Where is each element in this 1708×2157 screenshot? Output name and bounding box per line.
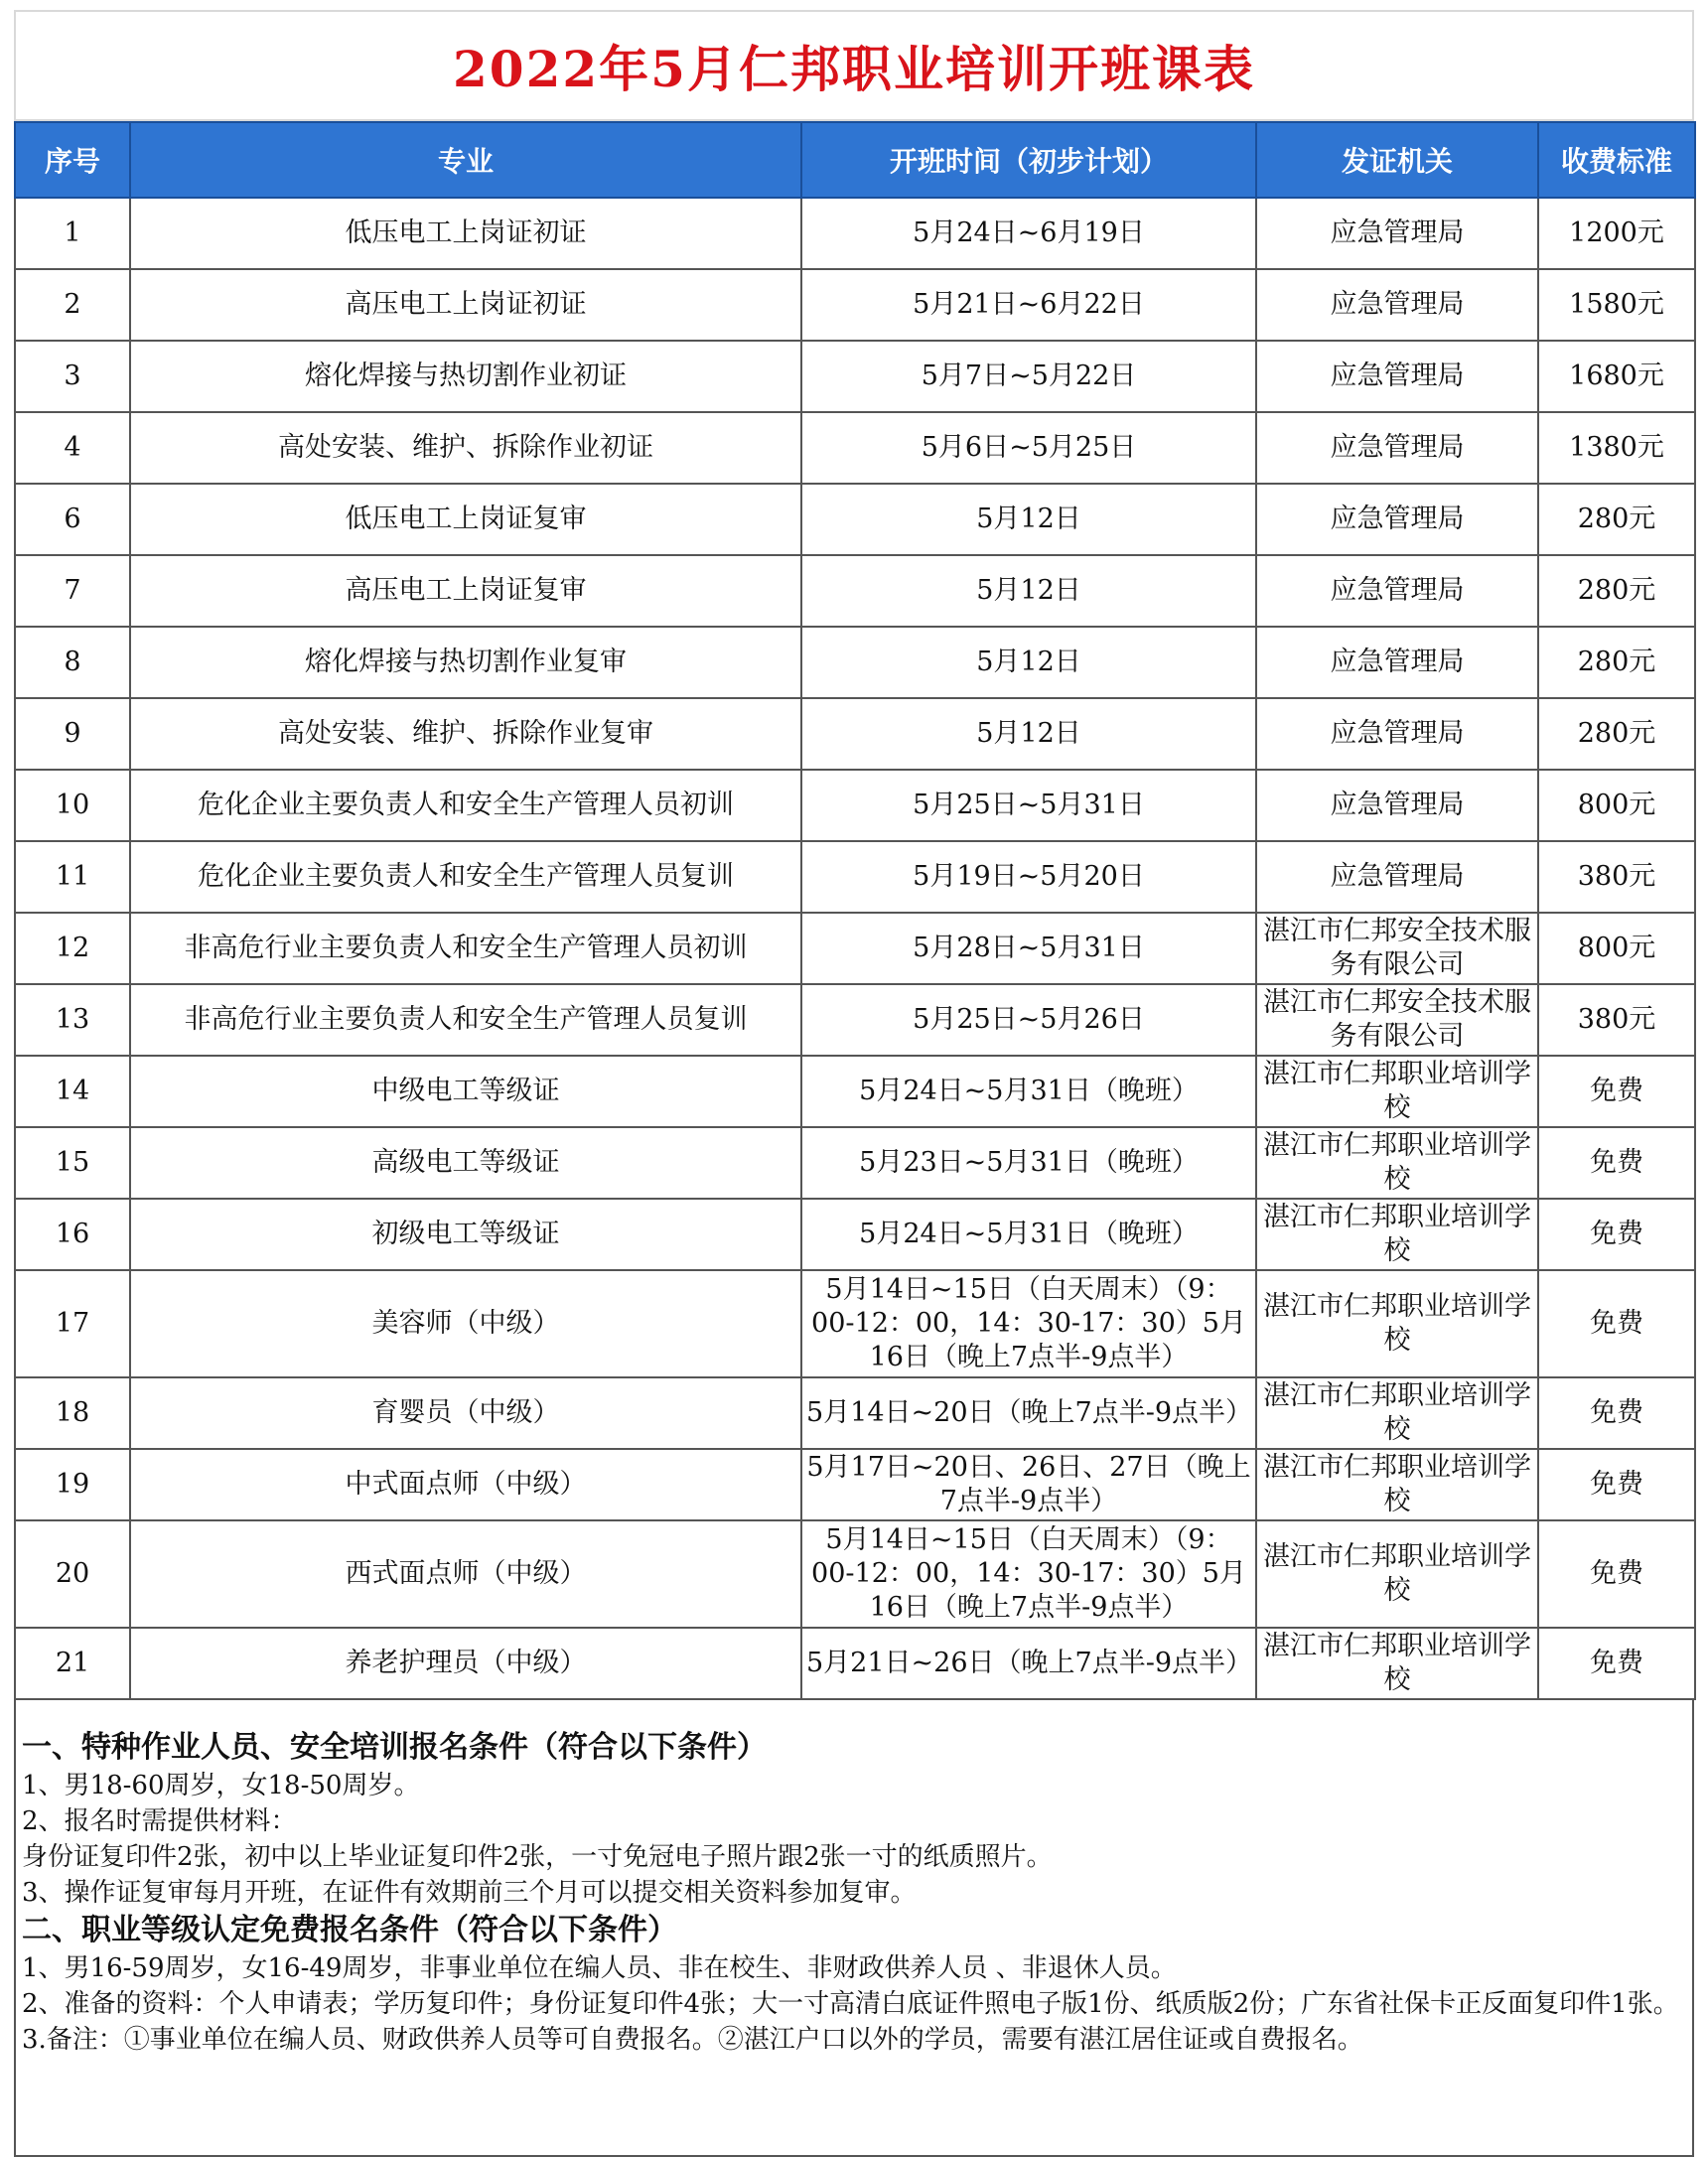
page-title: 2022年5月仁邦职业培训开班课表 xyxy=(14,10,1694,121)
notes-line: 1、男18-60周岁，女18-50周岁。 xyxy=(22,1771,420,1800)
cell-major: 中式面点师（中级） xyxy=(130,1449,801,1520)
cell-issuer: 湛江市仁邦职业培训学校 xyxy=(1256,1377,1538,1449)
cell-major: 非高危行业主要负责人和安全生产管理人员初训 xyxy=(130,913,801,984)
cell-major: 美容师（中级） xyxy=(130,1270,801,1377)
notes-line: 2、报名时需提供材料： xyxy=(22,1806,297,1836)
cell-fee: 1380元 xyxy=(1538,412,1695,484)
cell-fee: 免费 xyxy=(1538,1628,1695,1699)
table-row xyxy=(15,841,1695,913)
table-row xyxy=(15,984,1695,1056)
cell-time: 5月6日~5月25日 xyxy=(801,412,1256,484)
cell-time: 5月12日 xyxy=(801,555,1256,627)
cell-major: 初级电工等级证 xyxy=(130,1199,801,1270)
cell-issuer: 应急管理局 xyxy=(1256,841,1538,913)
table-row xyxy=(15,269,1695,341)
cell-major: 危化企业主要负责人和安全生产管理人员初训 xyxy=(130,770,801,841)
cell-no: 17 xyxy=(15,1270,130,1377)
cell-issuer: 湛江市仁邦安全技术服务有限公司 xyxy=(1256,913,1538,984)
cell-no: 20 xyxy=(15,1520,130,1628)
cell-time: 5月24日~5月31日（晚班） xyxy=(801,1056,1256,1127)
notes-line: 3.备注：①事业单位在编人员、财政供养人员等可自费报名。②湛江户口以外的学员，需要有湛江居住证或自费报名。 xyxy=(22,2025,1363,2055)
cell-major: 危化企业主要负责人和安全生产管理人员复训 xyxy=(130,841,801,913)
header-major: 专业 xyxy=(130,122,801,198)
table-row xyxy=(15,1377,1695,1449)
cell-no: 18 xyxy=(15,1377,130,1449)
table-body xyxy=(15,198,1695,1699)
cell-major: 熔化焊接与热切割作业初证 xyxy=(130,341,801,412)
cell-fee: 1580元 xyxy=(1538,269,1695,341)
cell-issuer: 湛江市仁邦职业培训学校 xyxy=(1256,1056,1538,1127)
cell-fee: 免费 xyxy=(1538,1056,1695,1127)
header-issuer: 发证机关 xyxy=(1256,122,1538,198)
cell-no: 2 xyxy=(15,269,130,341)
cell-time: 5月24日~6月19日 xyxy=(801,198,1256,269)
cell-no: 19 xyxy=(15,1449,130,1520)
table-row xyxy=(15,1628,1695,1699)
cell-major: 西式面点师（中级） xyxy=(130,1520,801,1628)
cell-time: 5月12日 xyxy=(801,698,1256,770)
cell-no: 8 xyxy=(15,627,130,698)
cell-fee: 1200元 xyxy=(1538,198,1695,269)
cell-issuer: 湛江市仁邦职业培训学校 xyxy=(1256,1270,1538,1377)
notes-section xyxy=(14,1700,1694,2157)
cell-time: 5月25日~5月31日 xyxy=(801,770,1256,841)
cell-fee: 1680元 xyxy=(1538,341,1695,412)
cell-time: 5月12日 xyxy=(801,627,1256,698)
cell-time: 5月14日~20日（晚上7点半-9点半） xyxy=(801,1377,1256,1449)
cell-no: 16 xyxy=(15,1199,130,1270)
cell-issuer: 应急管理局 xyxy=(1256,412,1538,484)
cell-major: 中级电工等级证 xyxy=(130,1056,801,1127)
cell-issuer: 应急管理局 xyxy=(1256,627,1538,698)
cell-issuer: 应急管理局 xyxy=(1256,341,1538,412)
cell-issuer: 湛江市仁邦职业培训学校 xyxy=(1256,1199,1538,1270)
cell-fee: 280元 xyxy=(1538,555,1695,627)
schedule-table xyxy=(14,121,1696,1700)
table-header-row xyxy=(15,122,1695,198)
cell-no: 4 xyxy=(15,412,130,484)
cell-fee: 800元 xyxy=(1538,770,1695,841)
cell-issuer: 湛江市仁邦职业培训学校 xyxy=(1256,1449,1538,1520)
cell-fee: 380元 xyxy=(1538,841,1695,913)
cell-fee: 免费 xyxy=(1538,1377,1695,1449)
schedule-sheet xyxy=(14,10,1694,2157)
cell-no: 15 xyxy=(15,1127,130,1199)
cell-fee: 免费 xyxy=(1538,1127,1695,1199)
cell-no: 1 xyxy=(15,198,130,269)
cell-time: 5月21日~26日（晚上7点半-9点半） xyxy=(801,1628,1256,1699)
cell-issuer: 应急管理局 xyxy=(1256,198,1538,269)
cell-fee: 免费 xyxy=(1538,1449,1695,1520)
cell-no: 12 xyxy=(15,913,130,984)
table-row xyxy=(15,1056,1695,1127)
cell-time: 5月24日~5月31日（晚班） xyxy=(801,1199,1256,1270)
table-row xyxy=(15,1199,1695,1270)
cell-issuer: 应急管理局 xyxy=(1256,698,1538,770)
cell-no: 13 xyxy=(15,984,130,1056)
cell-fee: 免费 xyxy=(1538,1270,1695,1377)
cell-issuer: 湛江市仁邦职业培训学校 xyxy=(1256,1628,1538,1699)
cell-no: 7 xyxy=(15,555,130,627)
cell-time: 5月7日~5月22日 xyxy=(801,341,1256,412)
cell-time: 5月14日~15日（白天周末）（9：00-12：00，14：30-17：30）5月16日（晚上7点半-9点半） xyxy=(801,1270,1256,1377)
table-row xyxy=(15,341,1695,412)
cell-issuer: 湛江市仁邦安全技术服务有限公司 xyxy=(1256,984,1538,1056)
header-time: 开班时间（初步计划） xyxy=(801,122,1256,198)
cell-major: 低压电工上岗证复审 xyxy=(130,484,801,555)
cell-major: 育婴员（中级） xyxy=(130,1377,801,1449)
cell-no: 3 xyxy=(15,341,130,412)
cell-time: 5月25日~5月26日 xyxy=(801,984,1256,1056)
header-no: 序号 xyxy=(15,122,130,198)
cell-time: 5月17日~20日、26日、27日（晚上7点半-9点半） xyxy=(801,1449,1256,1520)
cell-no: 14 xyxy=(15,1056,130,1127)
table-row xyxy=(15,198,1695,269)
header-fee: 收费标准 xyxy=(1538,122,1695,198)
cell-time: 5月14日~15日（白天周末）（9：00-12：00，14：30-17：30）5月16日（晚上7点半-9点半） xyxy=(801,1520,1256,1628)
table-row xyxy=(15,698,1695,770)
notes-line: 3、操作证复审每月开班，在证件有效期前三个月可以提交相关资料参加复审。 xyxy=(22,1878,917,1908)
table-row xyxy=(15,1270,1695,1377)
table-row xyxy=(15,412,1695,484)
cell-issuer: 应急管理局 xyxy=(1256,269,1538,341)
notes-line: 1、男16-59周岁，女16-49周岁，非事业单位在编人员、非在校生、非财政供养人员 、非退休人员。 xyxy=(22,1953,1177,1983)
cell-no: 21 xyxy=(15,1628,130,1699)
cell-time: 5月12日 xyxy=(801,484,1256,555)
cell-fee: 380元 xyxy=(1538,984,1695,1056)
cell-fee: 280元 xyxy=(1538,484,1695,555)
cell-major: 熔化焊接与热切割作业复审 xyxy=(130,627,801,698)
cell-no: 11 xyxy=(15,841,130,913)
cell-time: 5月19日~5月20日 xyxy=(801,841,1256,913)
table-row xyxy=(15,1449,1695,1520)
table-row xyxy=(15,555,1695,627)
cell-no: 6 xyxy=(15,484,130,555)
notes-line: 身份证复印件2张，初中以上毕业证复印件2张，一寸免冠电子照片跟2张一寸的纸质照片。 xyxy=(22,1842,1053,1872)
table-row xyxy=(15,913,1695,984)
cell-major: 高压电工上岗证初证 xyxy=(130,269,801,341)
cell-no: 9 xyxy=(15,698,130,770)
cell-major: 高压电工上岗证复审 xyxy=(130,555,801,627)
table-row xyxy=(15,484,1695,555)
cell-issuer: 应急管理局 xyxy=(1256,555,1538,627)
cell-major: 高处安装、维护、拆除作业复审 xyxy=(130,698,801,770)
cell-issuer: 湛江市仁邦职业培训学校 xyxy=(1256,1127,1538,1199)
cell-time: 5月21日~6月22日 xyxy=(801,269,1256,341)
cell-major: 非高危行业主要负责人和安全生产管理人员复训 xyxy=(130,984,801,1056)
table-row xyxy=(15,627,1695,698)
notes-heading-2: 二、职业等级认定免费报名条件（符合以下条件） xyxy=(22,1913,677,1947)
cell-major: 低压电工上岗证初证 xyxy=(130,198,801,269)
cell-fee: 280元 xyxy=(1538,698,1695,770)
cell-fee: 免费 xyxy=(1538,1520,1695,1628)
table-row xyxy=(15,770,1695,841)
notes-heading-1: 一、特种作业人员、安全培训报名条件（符合以下条件） xyxy=(22,1730,767,1765)
cell-issuer: 湛江市仁邦职业培训学校 xyxy=(1256,1520,1538,1628)
cell-issuer: 应急管理局 xyxy=(1256,484,1538,555)
cell-issuer: 应急管理局 xyxy=(1256,770,1538,841)
cell-major: 高级电工等级证 xyxy=(130,1127,801,1199)
notes-line: 2、准备的资料：个人申请表；学历复印件；身份证复印件4张；大一寸高清白底证件照电子版1份、纸质版2份；广东省社保卡正反面复印件1张。 xyxy=(22,1989,1679,2019)
table-row xyxy=(15,1520,1695,1628)
cell-time: 5月28日~5月31日 xyxy=(801,913,1256,984)
table-row xyxy=(15,1127,1695,1199)
cell-fee: 280元 xyxy=(1538,627,1695,698)
cell-major: 高处安装、维护、拆除作业初证 xyxy=(130,412,801,484)
cell-fee: 免费 xyxy=(1538,1199,1695,1270)
cell-major: 养老护理员（中级） xyxy=(130,1628,801,1699)
cell-fee: 800元 xyxy=(1538,913,1695,984)
cell-time: 5月23日~5月31日（晚班） xyxy=(801,1127,1256,1199)
cell-no: 10 xyxy=(15,770,130,841)
